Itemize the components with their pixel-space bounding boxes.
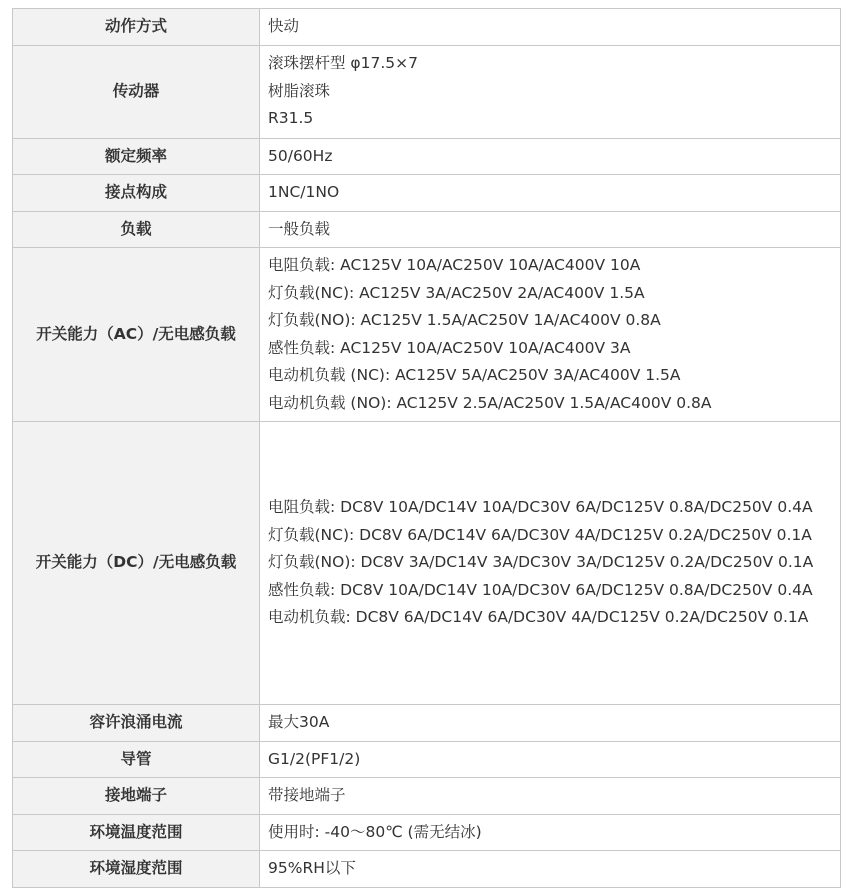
spec-value-line: 灯负载(NC): AC125V 3A/AC250V 2A/AC400V 1.5A [268,283,645,302]
spec-label: 负载 [13,211,260,248]
spec-label: 接地端子 [13,778,260,815]
spec-value [260,138,841,175]
spec-value-line: 95%RH以下 [268,859,356,877]
spec-row [13,705,841,742]
spec-value-line: 树脂滚珠 [268,81,331,100]
spec-value [260,211,841,248]
spec-label: 动作方式 [13,9,260,46]
spec-row [13,851,841,888]
spec-table-body [13,9,841,888]
spec-label: 容许浪涌电流 [13,705,260,742]
spec-value-line: 带接地端子 [268,786,346,804]
spec-label: 环境温度范围 [13,814,260,851]
spec-value-line: 50/60Hz [268,146,333,165]
spec-value-line: 电动机负载 (NO): AC125V 2.5A/AC250V 1.5A/AC400V 0.8A [268,393,712,412]
spec-value [260,422,841,705]
spec-table [12,8,841,888]
spec-value [260,175,841,212]
spec-label: 环境湿度范围 [13,851,260,888]
spec-label: 开关能力（DC）/无电感负载 [13,422,260,705]
spec-label: 传动器 [13,45,260,138]
spec-row [13,175,841,212]
spec-value-line: 电动机负载 (NC): AC125V 5A/AC250V 3A/AC400V 1.5A [268,366,681,384]
spec-value-line: 一般负载 [268,219,331,238]
spec-row [13,9,841,46]
spec-value [260,9,841,46]
spec-value-line: 使用时: -40～80℃ (需无结冰) [268,822,482,841]
spec-value [260,248,841,422]
spec-row [13,422,841,705]
spec-value-line: 电阻负载: DC8V 10A/DC14V 10A/DC30V 6A/DC125V 0.8A/DC250V 0.4A [268,498,813,517]
spec-value-line: G1/2(PF1/2) [268,749,361,768]
spec-row [13,778,841,815]
spec-label: 导管 [13,741,260,778]
spec-row [13,211,841,248]
spec-value [260,741,841,778]
spec-value [260,45,841,138]
spec-value-line: 灯负载(NC): DC8V 6A/DC14V 6A/DC30V 4A/DC125V 0.2A/DC250V 0.1A [268,525,812,544]
spec-value [260,778,841,815]
spec-value-line: 1NC/1NO [268,183,340,201]
spec-value-line: R31.5 [268,109,314,128]
spec-value-line: 感性负载: AC125V 10A/AC250V 10A/AC400V 3A [268,338,631,357]
spec-row [13,138,841,175]
spec-value-line: 电阻负载: AC125V 10A/AC250V 10A/AC400V 10A [268,256,641,274]
spec-label: 开关能力（AC）/无电感负载 [13,248,260,422]
spec-value-line: 快动 [268,17,300,35]
spec-value-line: 感性负载: DC8V 10A/DC14V 10A/DC30V 6A/DC125V 0.8A/DC250V 0.4A [268,580,813,599]
spec-row [13,814,841,851]
spec-value [260,814,841,851]
spec-row [13,248,841,422]
spec-value-line: 灯负载(NO): AC125V 1.5A/AC250V 1A/AC400V 0.8A [268,311,661,329]
spec-value-line: 滚珠摆杆型 φ17.5×7 [268,54,419,73]
spec-row [13,741,841,778]
spec-label: 接点构成 [13,175,260,212]
spec-value [260,705,841,742]
spec-value-line: 电动机负载: DC8V 6A/DC14V 6A/DC30V 4A/DC125V 0.2A/DC250V 0.1A [268,608,809,627]
spec-row [13,45,841,138]
spec-label: 额定频率 [13,138,260,175]
spec-value [260,851,841,888]
spec-value-line: 最大30A [268,713,330,731]
spec-value-line: 灯负载(NO): DC8V 3A/DC14V 3A/DC30V 3A/DC125V 0.2A/DC250V 0.1A [268,553,814,572]
